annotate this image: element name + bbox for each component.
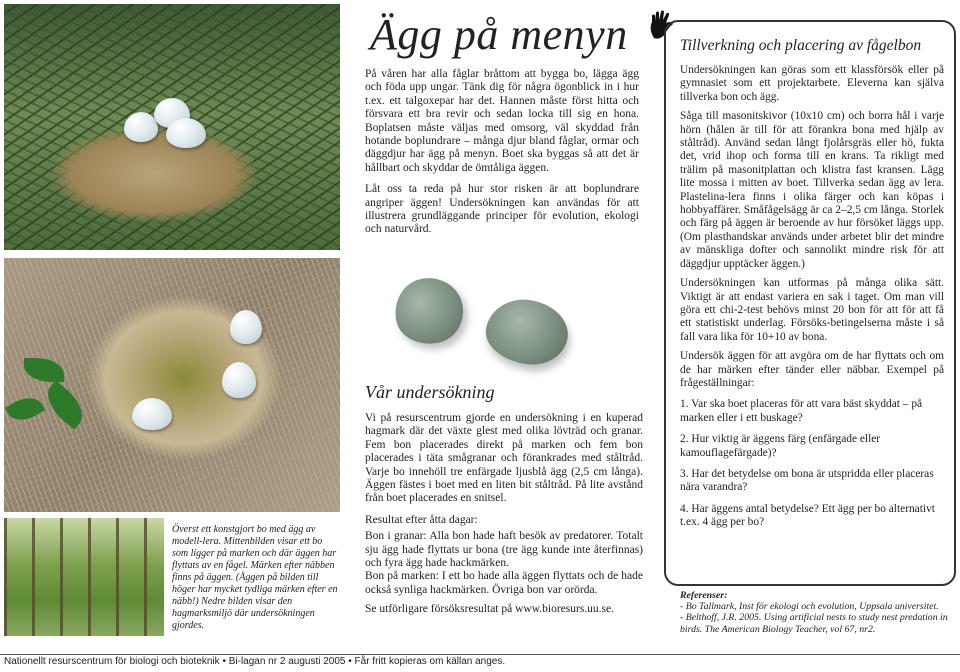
intro-paragraph: På våren har alla fåglar bråttom att bygga bo, lägga ägg och föda upp ungar. Tänk dig för några ögonblick in i hur t.ex. ett talgoxepar har det. Hannen måste först hitta och försvara ett bra revir och sedan locka till sig en hona. Boplatsen måste väljas med omsorg, väl skyddad från hotande boplundrare – många djur bland fåglar, ormar och däggdjur har ägg på menyn. Boet ska byggas så att det är hållbart och skyddar de ömtåliga äggen.	[365, 68, 639, 174]
references	[680, 590, 956, 635]
question-item: 2. Hur viktig är äggens färg (enfärgade eller kamouflagefärgade)?	[680, 433, 881, 459]
instructions-text	[680, 64, 944, 538]
leaf	[5, 391, 45, 427]
leaf	[24, 358, 64, 382]
study-paragraph: Vi på resurscentrum gjorde en undersökning i en kuperad hagmark där det växte glest med olika lövträd och granar. Fem bon placerades direkt på marken och fem bon placerades i täta smågranar och förankrades med ståltråd. Varje bo innehöll tre enfärgade ljusblå ägg (2,5 cm långa). Äggen fästes i boet med en liten bit ståltråd. På lite avstånd från boet placerades en snitsel.	[365, 412, 643, 505]
question-item: 1. Var ska boet placeras för att vara bäst skyddat – på marken eller i ett buskage?	[680, 398, 923, 424]
box-paragraph: Undersökningen kan göras som ett klassförsök eller på gymnasiet som ett projektarbete. Eleverna kan själva tillverka bon och ägg.	[680, 64, 944, 103]
reference-item: - Bo Tallmark, Inst för ekologi och evolution, Uppsala universitet.	[680, 601, 939, 613]
footer-divider	[0, 654, 960, 655]
pecked-clay-egg	[482, 295, 572, 370]
reference-item: - Belthoff, J.R. 2005. Using artificial nests to study nest predation in birds. The American Biology Teacher, vol 67, nr2.	[680, 612, 948, 635]
question-item: 4. Har äggens antal betydelse? Ett ägg per bo alternativt t.ex. 4 ägg per bo?	[680, 502, 935, 529]
intro-paragraph: Låt oss ta reda på hur stor risken är att boplundrare angriper äggen! Undersökningen kan användas för att illustrera grundläggande principer för evolution, ekologi och naturvård.	[365, 183, 639, 236]
leaf	[39, 380, 91, 429]
intro-text	[365, 68, 639, 245]
clay-egg	[132, 398, 172, 430]
clay-egg	[230, 310, 262, 344]
section-heading: Vår undersökning	[365, 382, 495, 402]
box-paragraph: Undersök äggen för att avgöra om de har flyttats och om de har märken efter tänder eller näbbar. Exempel på frågeställningar:	[680, 350, 944, 389]
study-text	[365, 412, 643, 617]
clay-egg	[166, 118, 206, 148]
pecked-clay-egg	[389, 272, 469, 351]
page-title: Ägg på menyn	[370, 10, 628, 59]
box-heading: Tillverkning och placering av fågelbon	[680, 37, 922, 54]
ground-nest-photo	[4, 258, 340, 512]
artificial-nest-photo	[4, 4, 340, 250]
pasture-environment-photo	[4, 518, 164, 636]
results-heading: Resultat efter åtta dagar:	[365, 513, 478, 526]
clay-egg	[124, 112, 158, 142]
box-paragraph: Såga till masonitskivor (10x10 cm) och borra hål i varje hörn (hålen är till för att förankra bona med hjälp av ståltråd). Använd sedan långt fjolårsgräs eller hö, fukta det, vrid ihop och forma till en krans. Ta rikligt med trälim på masonitplattan och klistra fast kransen. Lägg lite mossa i mitten av boet. Tillverka sedan ägg av lera. Plastelina-lera finns i olika färger och kan köpas i hobbyaffärer. Småfågelsägg är ca 2–2,5 cm långa. Storlek och färg på äggen är beroende av hur försöket läggs upp. (Om plasthandskar används under arbetet blir det mindre av mänskliga dofter och sannolikt mindre risk för att däggdjur upptäcker äggen.)	[680, 110, 944, 270]
footer-text: Nationellt resurscentrum för biologi och bioteknik • Bi-lagan nr 2 augusti 2005 • Får fritt kopieras om källan anges.	[4, 656, 506, 667]
question-item: 3. Har det betydelse om bona är utspridda eller placeras nära varandra?	[680, 467, 934, 494]
result-item: Bon på marken: I ett bo hade alla äggen flyttats och de hade också synliga hackmärken. Övriga bon var orörda.	[365, 570, 643, 596]
question-list	[680, 398, 944, 529]
photo-caption: Överst ett konstgjort bo med ägg av modell-lera. Mittenbilden visar ett bo som ligger på marken och där äggen har flyttats av en fågel. Märken efter näbben finns på äggen. (Äggen på bilden till höger har mycket tydliga märken efter en näbb!) Nedre bilden visar den hagmarksmiljö där undersökningen gjordes.	[172, 524, 338, 631]
references-heading: Referenser:	[680, 590, 728, 601]
result-item: Bon i granar: Alla bon hade haft besök av predatorer. Totalt sju ägg hade flyttats ur bona (tre ägg kunde inte återfinnas) och fyra ägg hade hackmärken.	[365, 530, 643, 570]
clay-egg	[222, 362, 256, 398]
box-paragraph: Undersökningen kan utformas på många olika sätt. Viktigt är att endast variera en sak i taget. Om man vill göra ett chi-2-test behövs minst 20 bon för att för att få ett statistiskt underlag. Försöks-betingelserna måste i så fall vara lika för 10+10 av bona.	[680, 277, 944, 343]
more-results-link[interactable]: Se utförligare försöksresultat på www.bioresurs.uu.se.	[365, 603, 615, 616]
